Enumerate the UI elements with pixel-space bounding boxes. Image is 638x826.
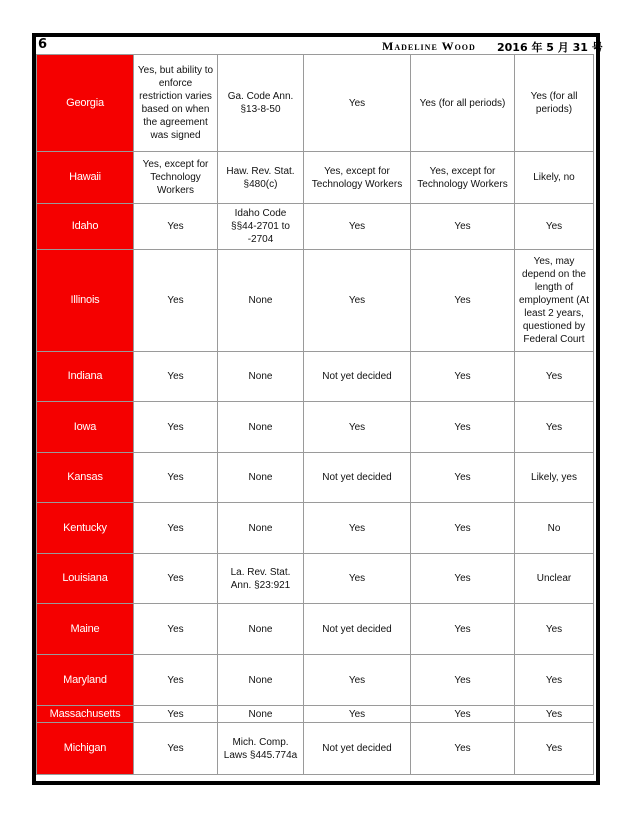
state-name: Massachusetts — [37, 706, 134, 723]
table-cell: Yes — [304, 554, 411, 604]
table-row — [37, 604, 594, 655]
table-cell: Yes — [515, 604, 594, 655]
table-row — [37, 723, 594, 775]
table-cell: Yes — [134, 655, 218, 706]
table-cell: Mich. Comp. Laws §445.774a — [218, 723, 304, 775]
table-cell: Yes, except for Technology Workers — [304, 152, 411, 204]
table-cell: Haw. Rev. Stat. §480(c) — [218, 152, 304, 204]
table-cell: Yes, except for Technology Workers — [411, 152, 515, 204]
table-cell: Yes — [411, 723, 515, 775]
table-cell: None — [218, 250, 304, 352]
state-name: Kansas — [37, 453, 134, 503]
state-law-table — [36, 54, 594, 775]
table-cell: None — [218, 352, 304, 402]
state-name: Michigan — [37, 723, 134, 775]
table-cell: Yes — [134, 352, 218, 402]
table-cell: Yes (for all periods) — [515, 55, 594, 152]
table-cell: Yes — [134, 554, 218, 604]
table-cell: Yes — [515, 723, 594, 775]
table-cell: Yes — [304, 204, 411, 250]
header-date: 2016 年 5 月 31 号 — [497, 41, 603, 54]
state-name: Georgia — [37, 55, 134, 152]
table-row — [37, 352, 594, 402]
table-row — [37, 250, 594, 352]
table-row — [37, 204, 594, 250]
table-cell: Yes — [411, 453, 515, 503]
table-cell: Ga. Code Ann. §13-8-50 — [218, 55, 304, 152]
page-header — [36, 37, 603, 54]
table-cell: La. Rev. Stat. Ann. §23:921 — [218, 554, 304, 604]
table-cell: Yes — [515, 402, 594, 453]
state-name: Hawaii — [37, 152, 134, 204]
table-row — [37, 554, 594, 604]
table-cell: None — [218, 503, 304, 554]
table-cell: Likely, no — [515, 152, 594, 204]
table-cell: Yes (for all periods) — [411, 55, 515, 152]
author-name: Madeline Wood — [382, 39, 476, 53]
table-cell: Yes — [411, 655, 515, 706]
table-cell: Yes — [134, 402, 218, 453]
table-cell: Yes — [515, 352, 594, 402]
table-cell: Not yet decided — [304, 453, 411, 503]
state-name: Idaho — [37, 204, 134, 250]
state-name: Louisiana — [37, 554, 134, 604]
table-cell: Yes — [134, 604, 218, 655]
table-row — [37, 655, 594, 706]
table-cell: Yes — [411, 352, 515, 402]
table-cell: Likely, yes — [515, 453, 594, 503]
table-cell: Yes, except for Technology Workers — [134, 152, 218, 204]
state-name: Maryland — [37, 655, 134, 706]
table-cell: None — [218, 402, 304, 453]
table-row — [37, 706, 594, 723]
table-row — [37, 453, 594, 503]
table-cell: No — [515, 503, 594, 554]
table-cell: Yes — [515, 655, 594, 706]
table-cell: Yes — [515, 706, 594, 723]
table-cell: Yes, but ability to enforce restriction varies based on when the agreement was signed — [134, 55, 218, 152]
table-cell: Yes — [304, 706, 411, 723]
table-cell: Yes — [411, 503, 515, 554]
state-name: Illinois — [37, 250, 134, 352]
table-cell: None — [218, 706, 304, 723]
table-cell: Yes — [134, 204, 218, 250]
state-name: Indiana — [37, 352, 134, 402]
table-cell: Yes — [134, 250, 218, 352]
state-name: Iowa — [37, 402, 134, 453]
table-cell: Yes — [411, 604, 515, 655]
table-cell: None — [218, 453, 304, 503]
table-cell: Yes — [304, 503, 411, 554]
table-cell: Yes — [411, 706, 515, 723]
table-cell: Not yet decided — [304, 352, 411, 402]
state-name: Kentucky — [37, 503, 134, 554]
table-cell: Yes — [304, 402, 411, 453]
table-cell: Not yet decided — [304, 604, 411, 655]
table-cell: Unclear — [515, 554, 594, 604]
table-cell: Yes — [411, 554, 515, 604]
page-number: 6 — [38, 37, 48, 52]
table-row — [37, 55, 594, 152]
table-cell: Yes — [134, 453, 218, 503]
state-name: Maine — [37, 604, 134, 655]
table-cell: Yes — [304, 250, 411, 352]
table-cell: None — [218, 655, 304, 706]
table-cell: Yes — [411, 250, 515, 352]
table-row — [37, 402, 594, 453]
table-cell: Yes — [134, 706, 218, 723]
table-cell: Yes — [515, 204, 594, 250]
table-cell: Yes — [304, 655, 411, 706]
table-cell: Yes — [411, 204, 515, 250]
table-cell: Yes — [304, 55, 411, 152]
table-cell: None — [218, 604, 304, 655]
table-cell: Yes, may depend on the length of employment (At least 2 years, questioned by Federal Court — [515, 250, 594, 352]
table-cell: Yes — [134, 503, 218, 554]
table-cell: Yes — [134, 723, 218, 775]
table-cell: Not yet decided — [304, 723, 411, 775]
table-cell: Yes — [411, 402, 515, 453]
table-cell: Idaho Code §§44-2701 to -2704 — [218, 204, 304, 250]
table-row — [37, 152, 594, 204]
table-row — [37, 503, 594, 554]
